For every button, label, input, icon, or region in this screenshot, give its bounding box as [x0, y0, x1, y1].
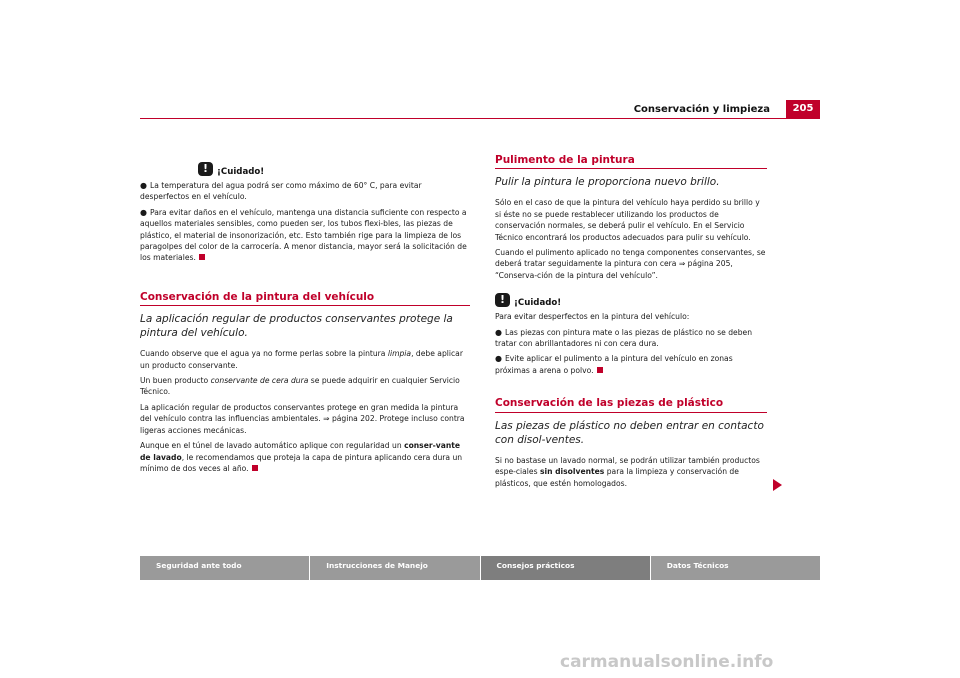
footer-nav [140, 556, 820, 580]
caution-heading [495, 291, 767, 309]
bullet-icon: ● [495, 327, 502, 337]
paragraph: La aplicación regular de productos conservantes protege en gran medida la pintura del vehículo contra las influencias ambientales. ⇒ página 202. Protege incluso contra ligeras acciones mecánicas. [140, 402, 465, 435]
paragraph: Sólo en el caso de que la pintura del vehículo haya perdido su brillo y si éste no se puede restablecer utilizando los productos de conservación normales, se deberá pulir el vehículo. En el Servicio Técnico encontrará los productos adecuados para pulir su vehículo. [495, 198, 760, 242]
warning-icon: ! [495, 293, 510, 307]
paragraph: Aunque en el túnel de lavado automático aplique con regularidad un conser-vante de lavado, le recomendamos que proteja la capa de pintura aplicando cera dura un mínimo de dos veces al año. [140, 441, 463, 473]
section-subtitle-polish: Pulir la pintura le proporciona nuevo brillo. [495, 176, 720, 189]
section-title-plastic: Conservación de las piezas de plástico [495, 398, 767, 412]
bullet-icon: ● [140, 181, 147, 190]
end-marker-icon [252, 465, 258, 471]
bullet-icon: ● [495, 354, 502, 364]
end-marker-icon [199, 254, 205, 260]
left-column [140, 160, 470, 478]
caution-bullet: ● Las piezas con pintura mate o las piezas de plástico no se deben tratar con abrillantadores ni con cera dura. [495, 327, 753, 349]
header-title: Conservación y limpieza [633, 104, 770, 115]
paragraph: Un buen producto conservante de cera dura se puede adquirir en cualquier Servicio Técnico. [140, 376, 460, 397]
bullet-icon: ● [140, 207, 147, 217]
section-title-polish: Pulimento de la pintura [495, 155, 767, 169]
footer-tab-datos[interactable]: Datos Técnicos [651, 556, 820, 580]
section-title-paint: Conservación de la pintura del vehículo [140, 292, 470, 306]
paragraph: Cuando observe que el agua ya no forme perlas sobre la pintura limpia, debe aplicar un producto conservante. [140, 349, 463, 370]
caution-bullet: ● Evite aplicar el pulimento a la pintura del vehículo en zonas próximas a arena o polvo. [495, 354, 733, 375]
paragraph: Cuando el pulimento aplicado no tenga componentes conservantes, se deberá tratar seguidamente la pintura con cera ⇒ página 205, “Conserva-ción de la pintura del vehículo”. [495, 248, 766, 280]
caution-title: ¡Cuidado! [514, 297, 562, 308]
caution-bullet: ● La temperatura del agua podrá ser como máximo de 60° C, para evitar desperfectos en el vehículo. [140, 181, 422, 202]
end-marker-icon [597, 367, 603, 373]
right-column [495, 155, 767, 493]
watermark: carmanualsonline.info [560, 652, 774, 672]
header-divider [140, 118, 820, 119]
paragraph: Para evitar desperfectos en la pintura del vehículo: [495, 312, 690, 322]
paragraph: Si no bastase un lavado normal, se podrán utilizar también productos espe-ciales sin disolventes para la limpieza y conservación de plásticos, que estén homologados. [495, 455, 760, 488]
page-number: 205 [786, 100, 820, 118]
footer-tab-seguridad[interactable]: Seguridad ante todo [140, 556, 309, 580]
footer-tab-instrucciones[interactable]: Instrucciones de Manejo [310, 556, 479, 580]
section-subtitle-plastic: Las piezas de plástico no deben entrar en contacto con disol-ventes. [495, 419, 764, 446]
caution-bullet: ● Para evitar daños en el vehículo, mantenga una distancia suficiente con respecto a aquellos materiales sensibles, como pueden ser, los tubos flexi-bles, las piezas de plástico, el material de insonorización, etc. Esto también rige para la limpieza de los paragolpes del color de la carrocería. A menor distancia, mayor será la solicitación de los materiales. [140, 207, 467, 263]
caution-heading [140, 160, 470, 178]
caution-title: ¡Cuidado! [217, 166, 265, 177]
section-subtitle-paint: La aplicación regular de productos conservantes protege la pintura del vehículo. [140, 313, 453, 340]
warning-icon: ! [198, 162, 213, 176]
footer-tab-consejos[interactable]: Consejos prácticos [481, 556, 650, 580]
next-page-arrow-icon[interactable] [773, 479, 782, 491]
